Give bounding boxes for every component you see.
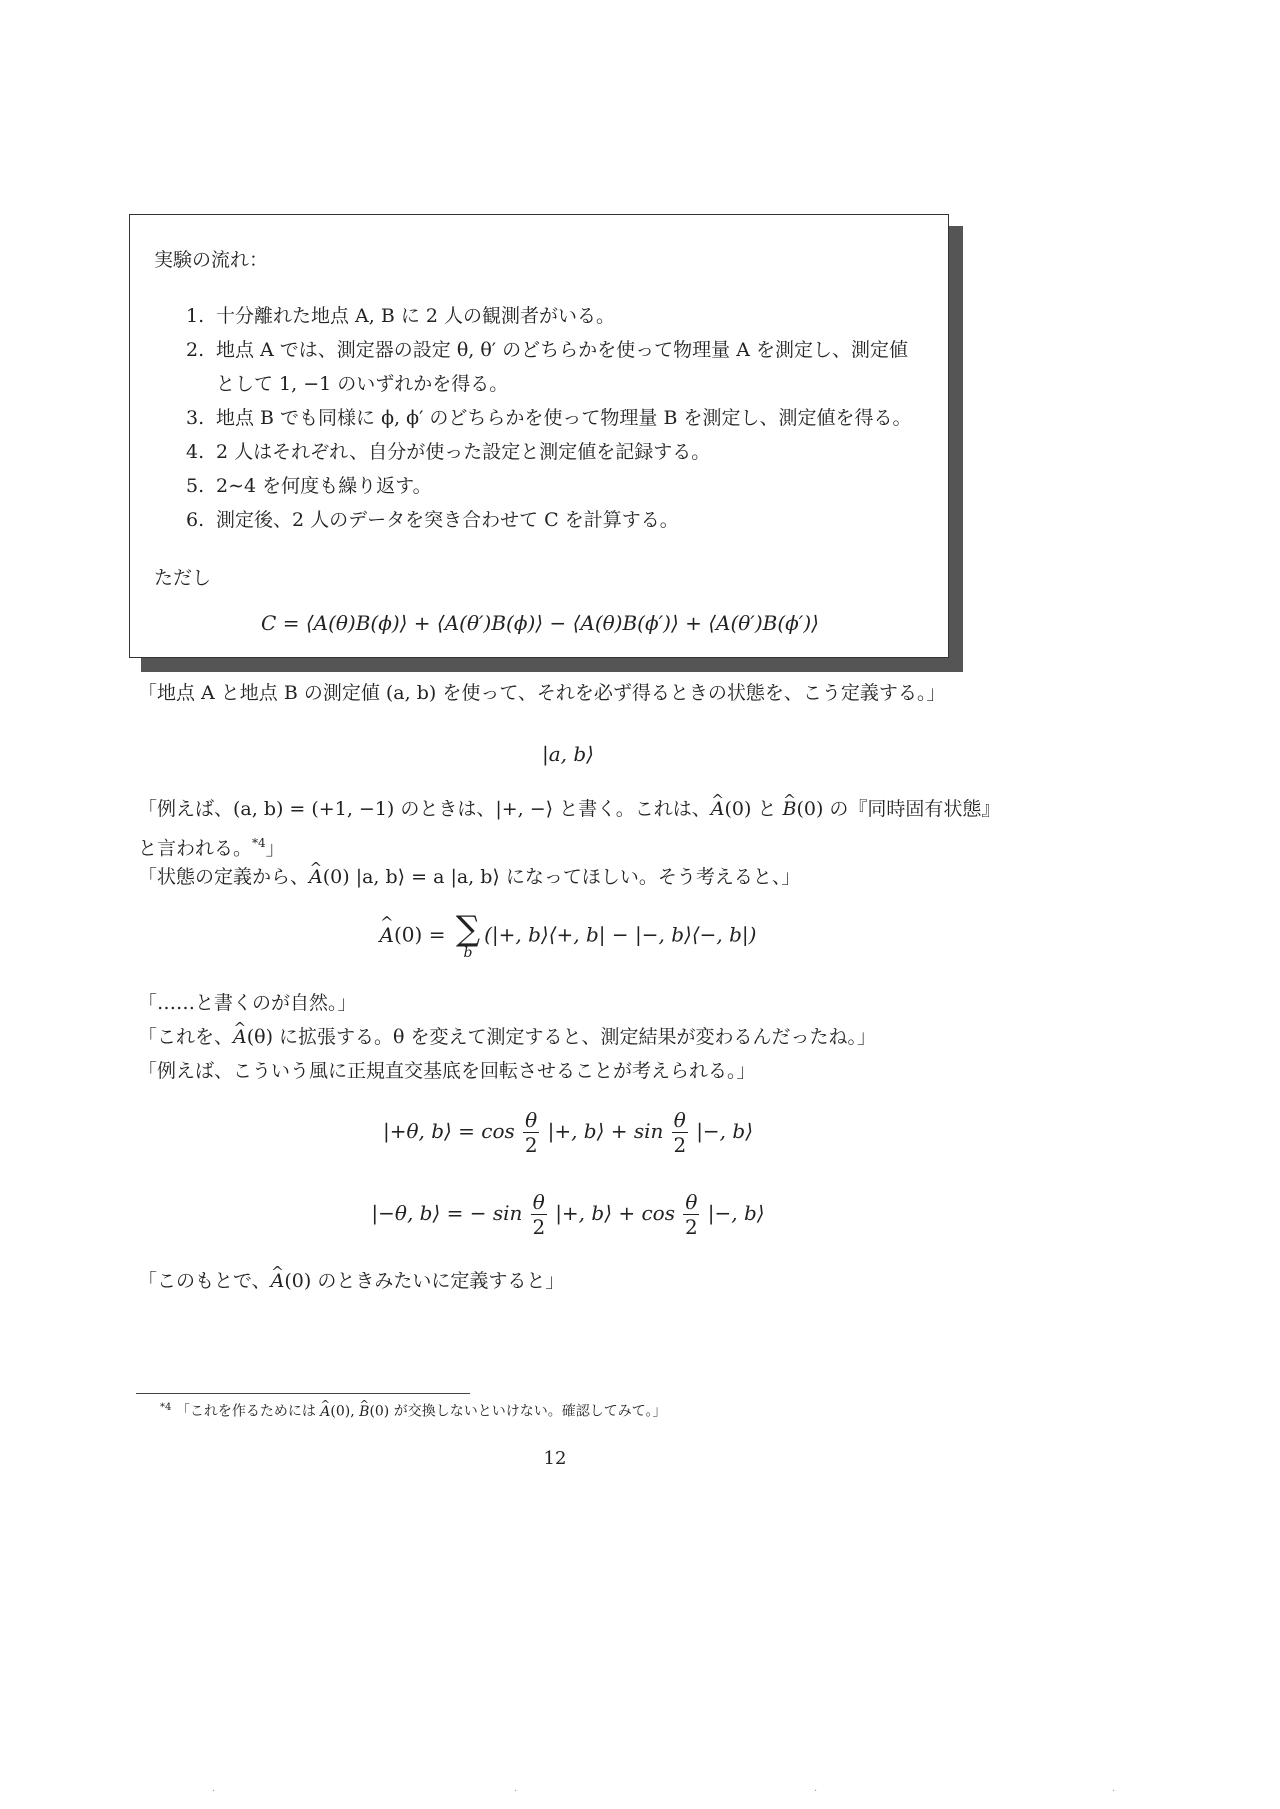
step-item: 3. 地点 B でも同様に ϕ, ϕ′ のどちらかを使って物理量 B を測定し、測定値を得る。 <box>186 407 912 429</box>
hat-a-symbol: ^ A <box>380 923 394 947</box>
step-item: 2. 地点 A では、測定器の設定 θ, θ′ のどちらかを使って物理量 A を測定し、測定値として 1, −1 のいずれかを得る。 <box>186 339 908 395</box>
scan-speck: · <box>514 1786 518 1797</box>
box-title: 実験の流れ： <box>154 249 269 271</box>
fraction: $\frac{\theta}{2}$ <box>532 1190 546 1239</box>
hat-a-symbol: ^ A <box>233 1020 247 1054</box>
experiment-box <box>129 214 949 658</box>
equation-plus-theta: |+θ, b⟩ = cos $\frac{\theta}{2}$ |+, b⟩ + sin $\frac{\theta}{2}$ |−, b⟩ <box>382 1108 754 1157</box>
paragraph-1: 「地点 A と地点 B の測定値 (a, b) を使って、それを必ず得るときの状態を、こう定義する。」 <box>138 682 946 704</box>
equation-ket-ab: |a, b⟩ <box>542 742 594 766</box>
fraction: $\frac{\theta}{2}$ <box>673 1108 687 1157</box>
hat-b-symbol: ^ B <box>782 792 796 826</box>
hat-a-symbol: ^ A <box>711 792 725 826</box>
scan-speck: · <box>814 1786 818 1797</box>
paragraph-4: 「……と書くのが自然。」 <box>138 992 357 1014</box>
chsh-formula: C = ⟨A(θ)B(ϕ)⟩ + ⟨A(θ′)B(ϕ)⟩ − ⟨A(θ)B(ϕ′)⟩ + ⟨A(θ′)B(ϕ′)⟩ <box>261 611 819 635</box>
footnote-ref: *4 <box>252 836 266 850</box>
steps-list <box>186 299 926 537</box>
sum-symbol: ∑ b <box>455 909 481 961</box>
footnote-rule <box>136 1393 470 1394</box>
page-number: 12 <box>543 1448 567 1469</box>
hat-a-symbol: ^ A <box>309 860 323 894</box>
fraction: $\frac{\theta}{2}$ <box>685 1190 698 1239</box>
scan-speck: · <box>1112 1786 1116 1797</box>
paragraph-7: 「このもとで、^ A(0) のときみたいに定義すると」 <box>138 1264 998 1298</box>
equation-a0-sum: ^ A(0) = ∑ b (|+, b⟩⟨+, b| − |−, b⟩⟨−, b|) <box>138 912 998 960</box>
hat-a-symbol: ^ A <box>271 1264 285 1298</box>
hat-b-symbol: ^ B <box>359 1402 369 1422</box>
scan-speck: · <box>212 1786 216 1797</box>
hat-a-symbol: ^ A <box>320 1402 330 1422</box>
fraction: $\frac{\theta}{2}$ <box>524 1108 538 1157</box>
paragraph-3: 「状態の定義から、^ A(0) |a, b⟩ = a |a, b⟩ になってほしい。そう考えると、」 <box>138 860 998 894</box>
box-note: ただし <box>154 567 212 589</box>
equation-minus-theta: |−θ, b⟩ = − sin $\frac{\theta}{2}$ |+, b⟩ + cos $\frac{\theta}{2}$ |−, b⟩ <box>371 1190 765 1239</box>
step-item: 5. 2∼4 を何度も繰り返す。 <box>186 475 432 497</box>
step-item: 1. 十分離れた地点 A, B に 2 人の観測者がいる。 <box>186 305 616 327</box>
paragraph-2: 「例えば、(a, b) = (+1, −1) のときは、|+, −⟩ と書く。これは、^ A(0) と ^ B(0) の『同時固有状態』と言われる。$^{*4}$」 <box>138 792 998 865</box>
paragraph-6: 「例えば、こういう風に正規直交基底を回転させることが考えられる。」 <box>138 1060 756 1082</box>
footnote-mark: *4 <box>160 1402 172 1413</box>
footnote: $^{*4}$ 「これを作るためには ^ A(0), ^ B(0) が交換しないといけない。確認してみて。」 <box>160 1398 666 1422</box>
step-item: 6. 測定後、2 人のデータを突き合わせて C を計算する。 <box>186 509 679 531</box>
paragraph-5: 「これを、^ A(θ) に拡張する。θ を変えて測定すると、測定結果が変わるんだったね。」 <box>138 1020 998 1054</box>
step-item: 4. 2 人はそれぞれ、自分が使った設定と測定値を記録する。 <box>186 441 711 463</box>
